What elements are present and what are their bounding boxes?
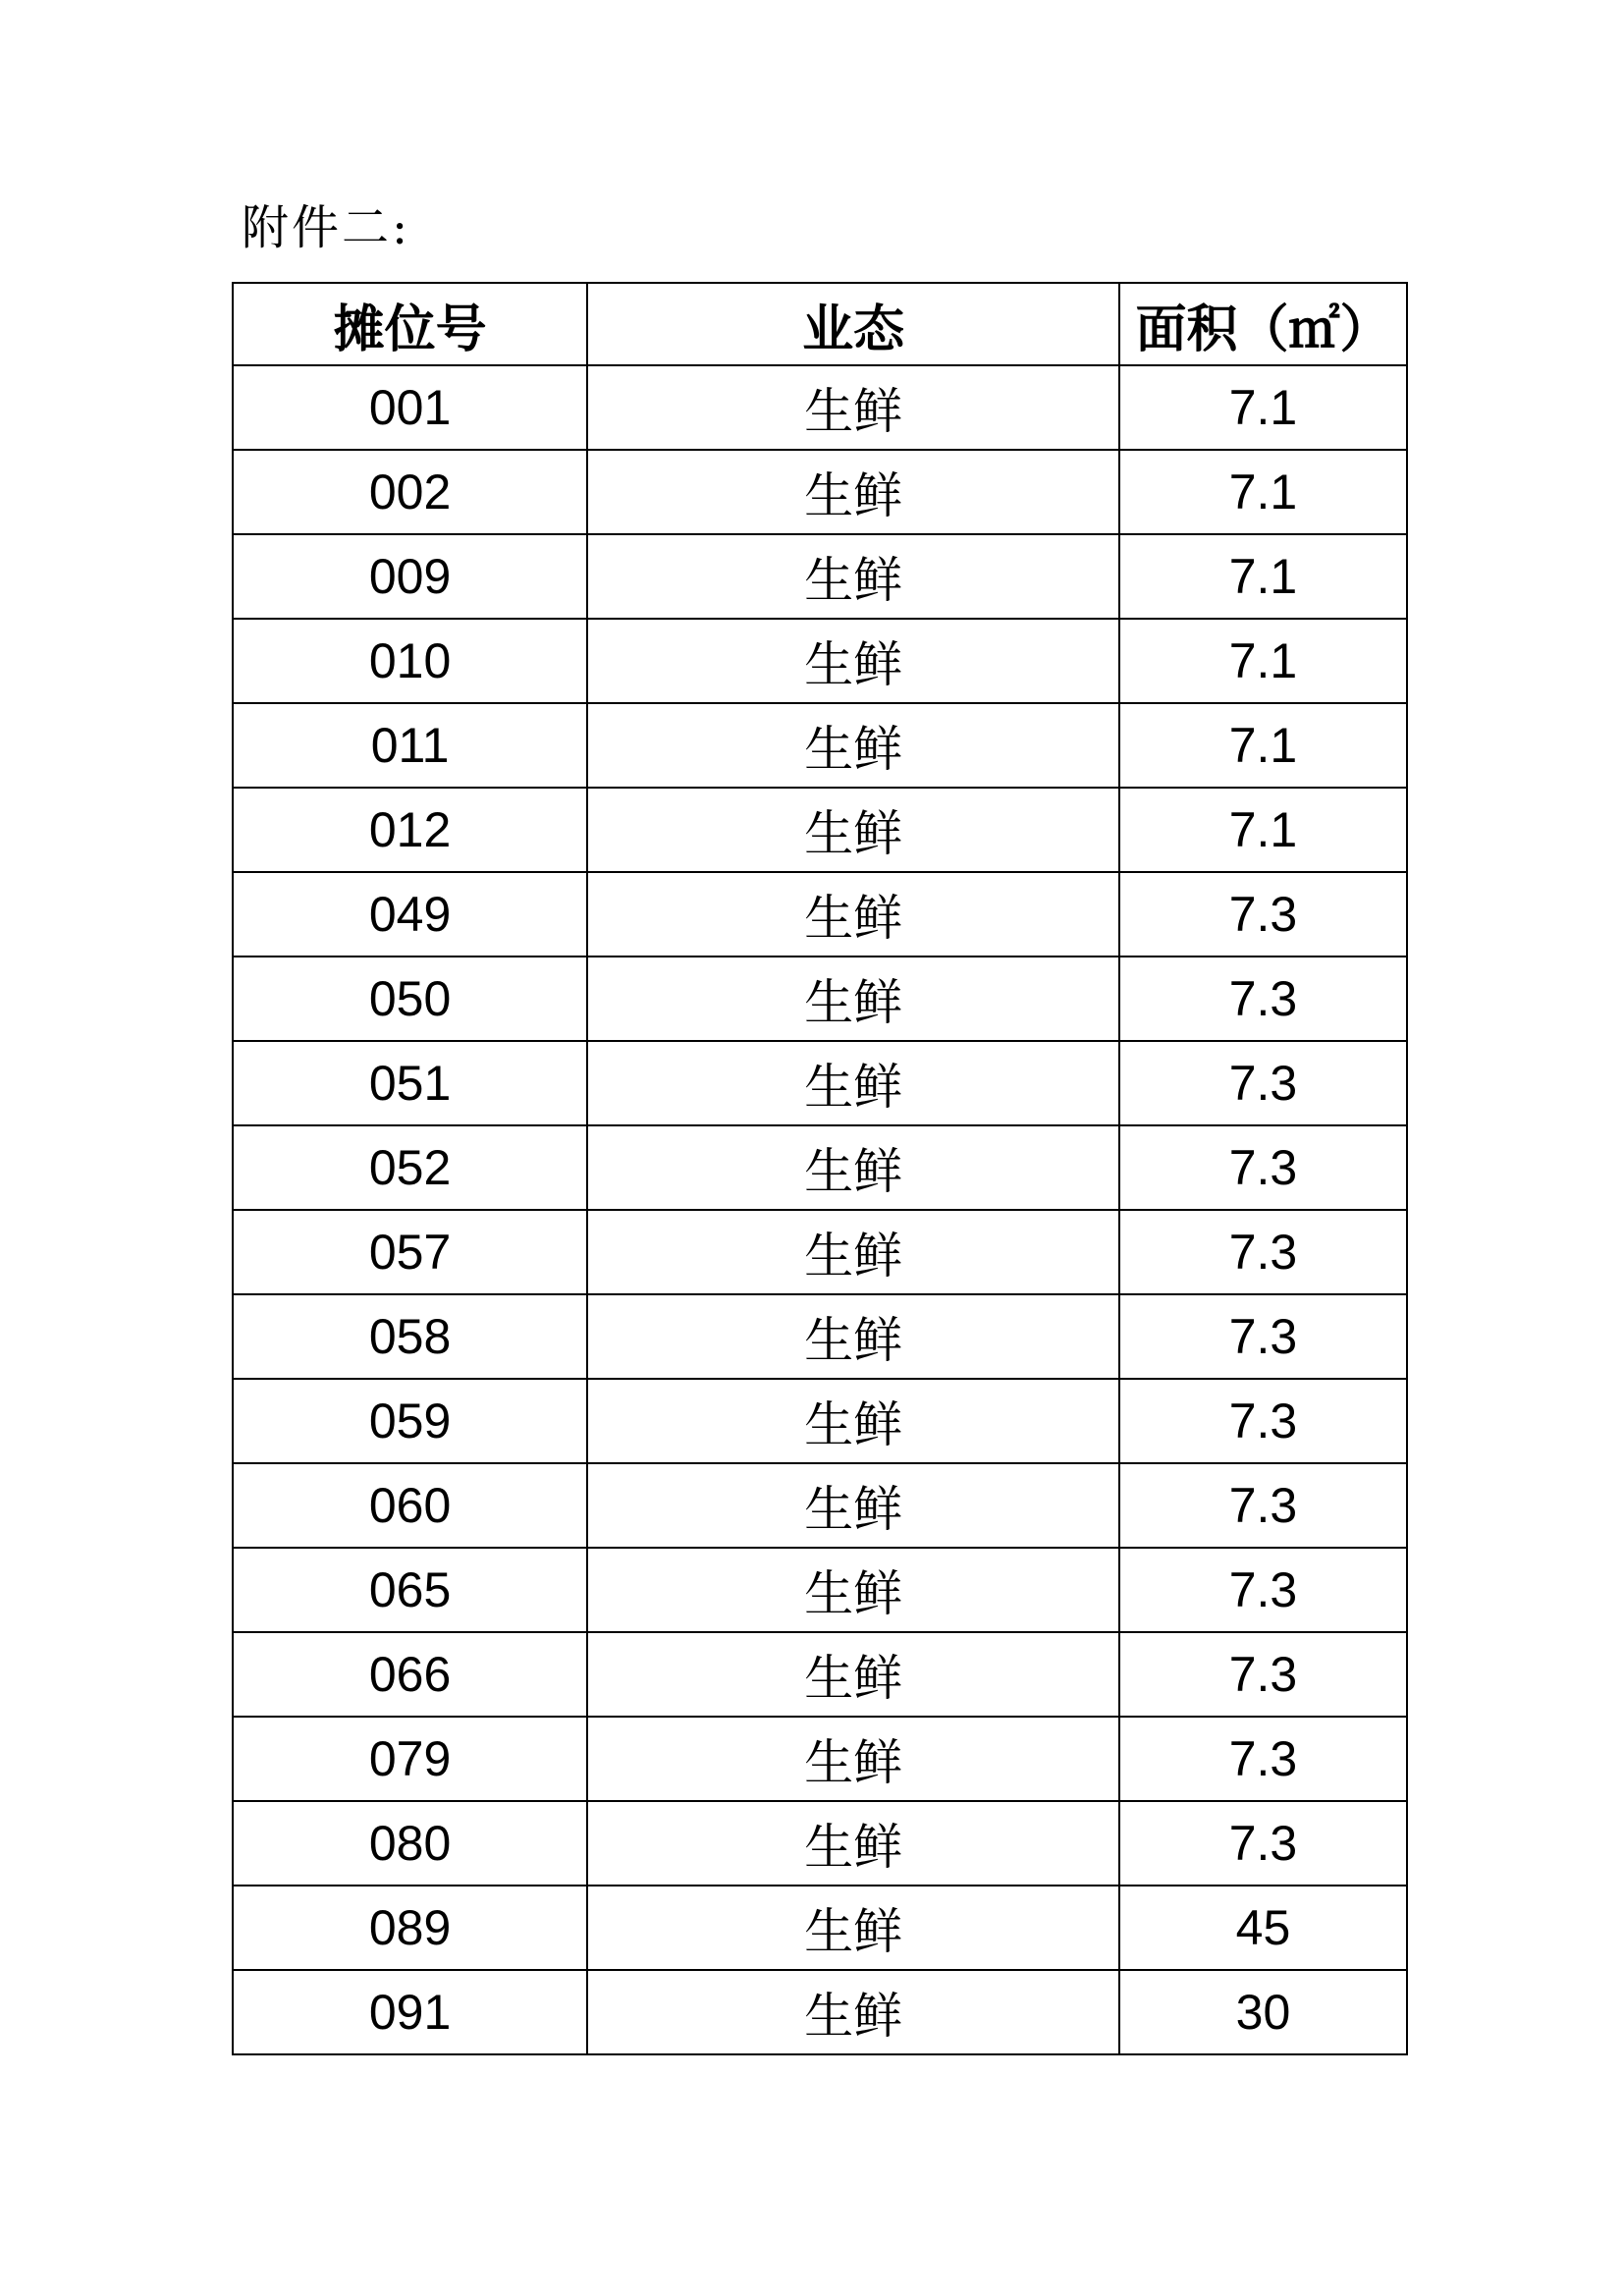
area-cell: 7.3 xyxy=(1119,1801,1407,1886)
business-type-cell: 生鲜 xyxy=(587,1632,1119,1717)
business-type-cell: 生鲜 xyxy=(587,1210,1119,1294)
stall-number-cell: 059 xyxy=(233,1379,587,1463)
stall-number-cell: 010 xyxy=(233,619,587,703)
area-cell: 7.1 xyxy=(1119,365,1407,450)
area-cell: 7.1 xyxy=(1119,788,1407,872)
area-cell: 7.3 xyxy=(1119,1463,1407,1548)
table-body xyxy=(233,365,1407,2054)
stall-number-cell: 001 xyxy=(233,365,587,450)
business-type-cell: 生鲜 xyxy=(587,1041,1119,1125)
stall-number-cell: 065 xyxy=(233,1548,587,1632)
stall-number-cell: 089 xyxy=(233,1886,587,1970)
area-cell: 7.1 xyxy=(1119,703,1407,788)
area-cell: 7.3 xyxy=(1119,1294,1407,1379)
table-row xyxy=(233,1632,1407,1717)
area-cell: 30 xyxy=(1119,1970,1407,2054)
area-cell: 7.3 xyxy=(1119,1632,1407,1717)
area-cell: 45 xyxy=(1119,1886,1407,1970)
business-type-cell: 生鲜 xyxy=(587,1970,1119,2054)
business-type-cell: 生鲜 xyxy=(587,788,1119,872)
table-row xyxy=(233,365,1407,450)
business-type-cell: 生鲜 xyxy=(587,619,1119,703)
business-type-cell: 生鲜 xyxy=(587,1548,1119,1632)
table-row xyxy=(233,703,1407,788)
stall-number-cell: 051 xyxy=(233,1041,587,1125)
business-type-cell: 生鲜 xyxy=(587,957,1119,1041)
business-type-cell: 生鲜 xyxy=(587,1801,1119,1886)
stall-number-cell: 002 xyxy=(233,450,587,534)
table-row xyxy=(233,1548,1407,1632)
table-row xyxy=(233,534,1407,619)
area-cell: 7.3 xyxy=(1119,1548,1407,1632)
stall-number-cell: 012 xyxy=(233,788,587,872)
stall-number-cell: 009 xyxy=(233,534,587,619)
business-type-cell: 生鲜 xyxy=(587,1125,1119,1210)
table-row xyxy=(233,1041,1407,1125)
stall-number-cell: 058 xyxy=(233,1294,587,1379)
table-row xyxy=(233,1801,1407,1886)
table-row xyxy=(233,1379,1407,1463)
business-type-cell: 生鲜 xyxy=(587,534,1119,619)
area-cell: 7.3 xyxy=(1119,957,1407,1041)
header-business-type: 业态 xyxy=(587,283,1119,365)
business-type-cell: 生鲜 xyxy=(587,703,1119,788)
table-row xyxy=(233,1970,1407,2054)
table-row xyxy=(233,1210,1407,1294)
area-cell: 7.3 xyxy=(1119,1210,1407,1294)
table-header-row xyxy=(233,283,1407,365)
area-cell: 7.1 xyxy=(1119,619,1407,703)
business-type-cell: 生鲜 xyxy=(587,1294,1119,1379)
stall-area-table xyxy=(232,282,1408,2055)
stall-number-cell: 091 xyxy=(233,1970,587,2054)
area-cell: 7.3 xyxy=(1119,1379,1407,1463)
table-row xyxy=(233,619,1407,703)
header-stall-number: 摊位号 xyxy=(233,283,587,365)
table-row xyxy=(233,957,1407,1041)
stall-number-cell: 057 xyxy=(233,1210,587,1294)
area-cell: 7.1 xyxy=(1119,534,1407,619)
table-row xyxy=(233,788,1407,872)
table-row xyxy=(233,1717,1407,1801)
header-area: 面积（㎡） xyxy=(1119,283,1407,365)
stall-number-cell: 066 xyxy=(233,1632,587,1717)
stall-number-cell: 080 xyxy=(233,1801,587,1886)
business-type-cell: 生鲜 xyxy=(587,872,1119,957)
area-cell: 7.3 xyxy=(1119,1717,1407,1801)
business-type-cell: 生鲜 xyxy=(587,450,1119,534)
business-type-cell: 生鲜 xyxy=(587,1379,1119,1463)
stall-number-cell: 052 xyxy=(233,1125,587,1210)
stall-number-cell: 060 xyxy=(233,1463,587,1548)
table-row xyxy=(233,872,1407,957)
stall-number-cell: 049 xyxy=(233,872,587,957)
table-row xyxy=(233,1294,1407,1379)
area-cell: 7.3 xyxy=(1119,1041,1407,1125)
table-row xyxy=(233,1886,1407,1970)
business-type-cell: 生鲜 xyxy=(587,1717,1119,1801)
area-cell: 7.3 xyxy=(1119,1125,1407,1210)
stall-number-cell: 079 xyxy=(233,1717,587,1801)
table-row xyxy=(233,1125,1407,1210)
attachment-title: 附件二: xyxy=(242,200,411,255)
area-cell: 7.1 xyxy=(1119,450,1407,534)
table-row xyxy=(233,450,1407,534)
stall-number-cell: 011 xyxy=(233,703,587,788)
business-type-cell: 生鲜 xyxy=(587,1886,1119,1970)
table-row xyxy=(233,1463,1407,1548)
business-type-cell: 生鲜 xyxy=(587,1463,1119,1548)
stall-number-cell: 050 xyxy=(233,957,587,1041)
business-type-cell: 生鲜 xyxy=(587,365,1119,450)
area-cell: 7.3 xyxy=(1119,872,1407,957)
